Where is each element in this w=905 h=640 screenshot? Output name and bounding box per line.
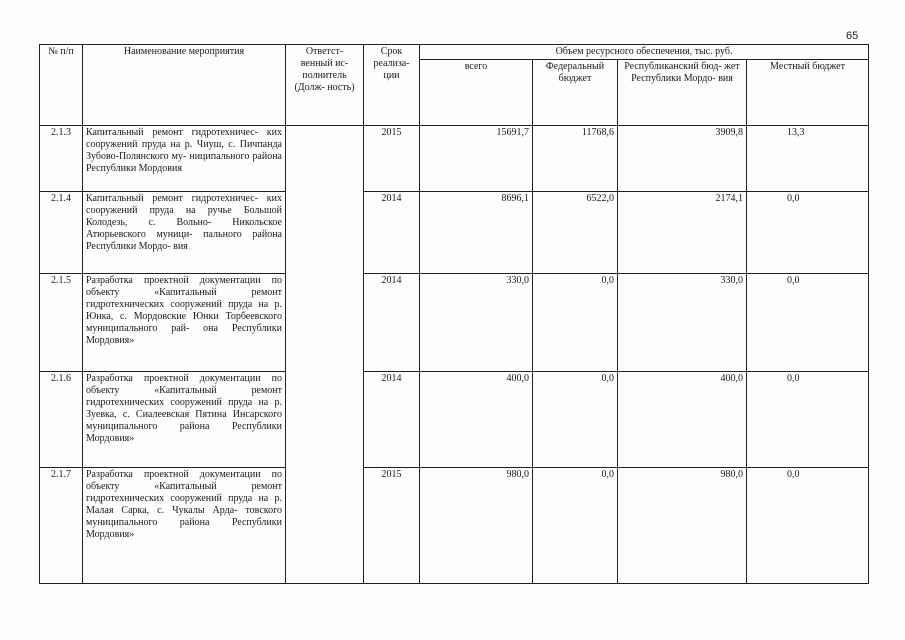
row-year: 2014	[364, 192, 420, 274]
row-federal: 11768,6	[533, 126, 618, 192]
row-num: 2.1.5	[40, 274, 83, 372]
table-row	[40, 126, 869, 192]
row-name: Разработка проектной документации по объекту «Капитальный ремонт гидротехнических сооружений пруда на р. Зуевка, с. Сиалеевская Пятина Инсарского муниципального района Республики Мордовия»	[83, 372, 286, 468]
table-row	[40, 372, 869, 468]
row-local: 0,0	[747, 274, 869, 372]
row-local: 0,0	[747, 192, 869, 274]
row-name: Капитальный ремонт гидротехничес- ких сооружений пруда на ручье Большой Колодезь, с. Вольно- Никольское Атюрьевского муници- пального района Республики Мордо- вия	[83, 192, 286, 274]
header-period: Срок реализа- ции	[364, 45, 420, 126]
page-number: 65	[846, 30, 859, 42]
row-name: Капитальный ремонт гидротехничес- ких сооружений пруда на р. Чиуш, с. Пичпанда Зубово-Полянского му- ниципального района Республики Мордовия	[83, 126, 286, 192]
header-responsible: Ответст- венный ис- полнитель (Долж- ность)	[286, 45, 364, 126]
row-num: 2.1.3	[40, 126, 83, 192]
header-funding-group: Объем ресурсного обеспечения, тыс. руб.	[420, 45, 869, 60]
row-federal: 6522,0	[533, 192, 618, 274]
row-total: 400,0	[420, 372, 533, 468]
row-local: 0,0	[747, 468, 869, 584]
row-num: 2.1.4	[40, 192, 83, 274]
row-total: 8696,1	[420, 192, 533, 274]
row-federal: 0,0	[533, 372, 618, 468]
row-republic: 2174,1	[618, 192, 747, 274]
row-republic: 400,0	[618, 372, 747, 468]
header-total: всего	[420, 60, 533, 126]
row-year: 2014	[364, 274, 420, 372]
row-local: 13,3	[747, 126, 869, 192]
table-row	[40, 468, 869, 584]
row-republic: 330,0	[618, 274, 747, 372]
row-year: 2015	[364, 126, 420, 192]
row-name: Разработка проектной документации по объекту «Капитальный ремонт гидротехнических сооружений пруда на р. Малая Сарка, с. Чукалы Арда- товского муниципального района Республики Мордовия»	[83, 468, 286, 584]
row-year: 2014	[364, 372, 420, 468]
row-total: 980,0	[420, 468, 533, 584]
row-republic: 980,0	[618, 468, 747, 584]
row-total: 330,0	[420, 274, 533, 372]
row-year: 2015	[364, 468, 420, 584]
row-federal: 0,0	[533, 468, 618, 584]
header-federal: Федеральный бюджет	[533, 60, 618, 126]
header-local: Местный бюджет	[747, 60, 869, 126]
row-local: 0,0	[747, 372, 869, 468]
row-responsible	[286, 126, 364, 584]
table-row	[40, 192, 869, 274]
row-num: 2.1.6	[40, 372, 83, 468]
row-name: Разработка проектной документации по объекту «Капитальный ремонт гидротехнических сооружений пруда на р. Юнка, с. Мордовские Юнки Торбеевского муниципального рай- она Республики Мордовия»	[83, 274, 286, 372]
row-federal: 0,0	[533, 274, 618, 372]
header-name: Наименование мероприятия	[83, 45, 286, 126]
table-row	[40, 274, 869, 372]
row-republic: 3909,8	[618, 126, 747, 192]
row-num: 2.1.7	[40, 468, 83, 584]
row-total: 15691,7	[420, 126, 533, 192]
header-republic: Республиканский бюд- жет Республики Мордо- вия	[618, 60, 747, 126]
header-num: № п/п	[40, 45, 83, 126]
resource-table	[39, 44, 869, 584]
